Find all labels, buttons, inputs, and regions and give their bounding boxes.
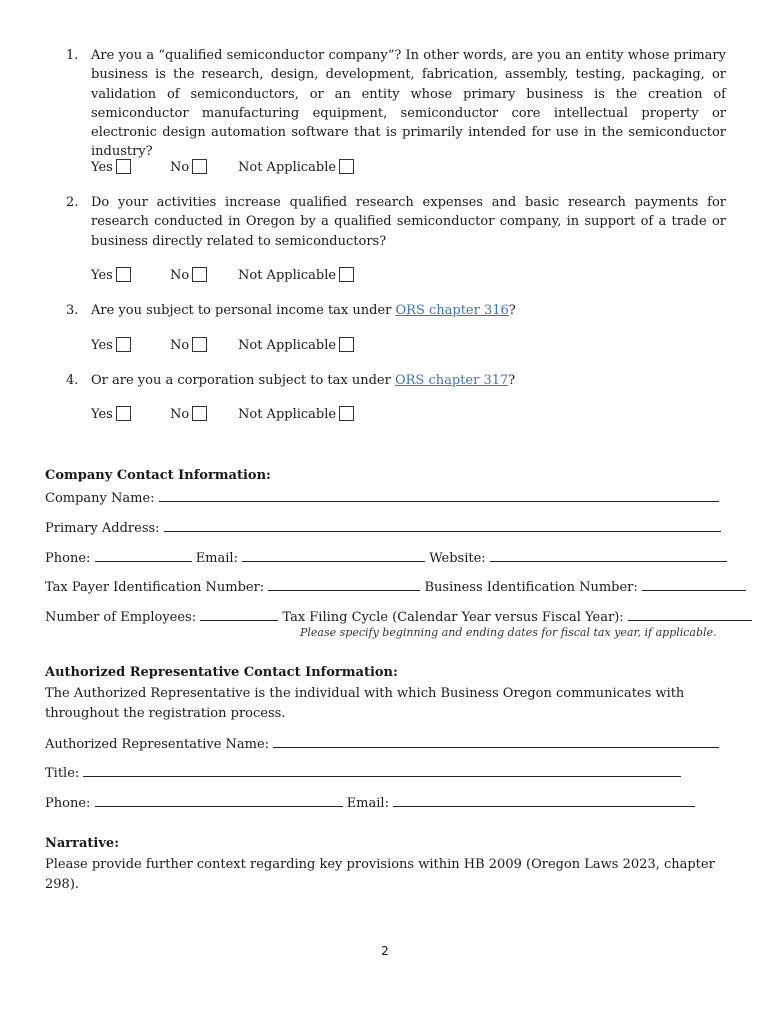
tax-ids-row xyxy=(45,577,746,597)
question-punct: ? xyxy=(508,373,516,388)
website-label: Website: xyxy=(429,551,486,566)
question-text: Or are you a corporation subject to tax under xyxy=(91,373,395,388)
employees-filing-row xyxy=(45,607,752,627)
rep-phone-email-row xyxy=(45,793,695,813)
question-number: 2. xyxy=(66,195,79,210)
question-text: Are you subject to personal income tax under xyxy=(91,303,396,318)
phone-email-website-row xyxy=(45,548,727,568)
narrative-text: Please provide further context regarding key provisions within HB 2009 (Oregon Laws 2023, chapter 298). xyxy=(45,857,715,892)
yes-label: Yes xyxy=(91,338,113,353)
q4-no-checkbox[interactable] xyxy=(192,406,207,421)
question-3 xyxy=(66,301,726,320)
company-email-field[interactable] xyxy=(242,548,425,562)
question-number: 3. xyxy=(66,303,79,318)
no-label: No xyxy=(170,268,190,283)
na-label: Not Applicable xyxy=(238,338,337,353)
question-number: 1. xyxy=(66,48,79,63)
tin-field[interactable] xyxy=(268,577,420,591)
rep-description: The Authorized Representative is the individual with which Business Oregon communicates with throughout the registration process. xyxy=(45,686,685,721)
q2-na-checkbox[interactable] xyxy=(339,267,354,282)
page-number: 2 xyxy=(381,944,389,958)
q3-yes-checkbox[interactable] xyxy=(116,337,131,352)
no-label: No xyxy=(170,338,190,353)
q1-na-checkbox[interactable] xyxy=(339,159,354,174)
no-label: No xyxy=(170,407,190,422)
fiscal-note: Please specify beginning and ending dates for fiscal tax year, if applicable. xyxy=(300,626,717,639)
rep-contact-heading: Authorized Representative Contact Information: xyxy=(45,665,398,680)
primary-address-field[interactable] xyxy=(164,518,721,532)
rep-title-row xyxy=(45,763,681,783)
q2-no-checkbox[interactable] xyxy=(192,267,207,282)
q3-na-checkbox[interactable] xyxy=(339,337,354,352)
rep-email-field[interactable] xyxy=(393,793,695,807)
company-name-field[interactable] xyxy=(159,488,719,502)
q3-no-checkbox[interactable] xyxy=(192,337,207,352)
filing-cycle-label: Tax Filing Cycle (Calendar Year versus Fiscal Year): xyxy=(282,610,624,625)
rep-name-field[interactable] xyxy=(273,734,719,748)
company-name-row xyxy=(45,488,719,508)
na-label: Not Applicable xyxy=(238,268,337,283)
yes-label: Yes xyxy=(91,268,113,283)
yes-label: Yes xyxy=(91,407,113,422)
rep-phone-label: Phone: xyxy=(45,796,91,811)
company-phone-field[interactable] xyxy=(95,548,192,562)
rep-name-row xyxy=(45,734,719,754)
q4-na-checkbox[interactable] xyxy=(339,406,354,421)
rep-name-label: Authorized Representative Name: xyxy=(45,737,270,752)
ors-317-link[interactable]: ORS chapter 317 xyxy=(394,373,509,388)
email-label: Email: xyxy=(195,551,238,566)
q4-yes-checkbox[interactable] xyxy=(116,406,131,421)
phone-label: Phone: xyxy=(45,551,91,566)
question-4 xyxy=(66,371,726,390)
q2-yes-checkbox[interactable] xyxy=(116,267,131,282)
rep-title-label: Title: xyxy=(45,766,80,781)
question-2 xyxy=(66,193,726,251)
no-label: No xyxy=(170,160,190,175)
na-label: Not Applicable xyxy=(238,160,337,175)
bin-label: Business Identification Number: xyxy=(424,580,638,595)
company-website-field[interactable] xyxy=(490,548,727,562)
question-text: Are you a “qualified semiconductor company”? In other words, are you an entity whose primary business is the research, design, development, fabrication, assembly, testing, packaging, or validation of semiconductors, or an entity whose primary business is the creation of semiconductor manufacturing equipment, semiconductor core intellectual property or electronic design automation software that is primarily intended for use in the semiconductor industry? xyxy=(91,48,726,160)
rep-email-label: Email: xyxy=(346,796,389,811)
employees-field[interactable] xyxy=(200,607,278,621)
primary-address-label: Primary Address: xyxy=(45,521,160,536)
na-label: Not Applicable xyxy=(238,407,337,422)
employees-label: Number of Employees: xyxy=(45,610,197,625)
company-name-label: Company Name: xyxy=(45,491,155,506)
question-number: 4. xyxy=(66,373,79,388)
question-punct: ? xyxy=(508,303,516,318)
company-contact-heading: Company Contact Information: xyxy=(45,468,271,483)
question-text: Do your activities increase qualified research expenses and basic research payments for research conducted in Oregon by a qualified semiconductor company, in support of a trade or business directly related to semiconductors? xyxy=(91,195,726,249)
q1-yes-checkbox[interactable] xyxy=(116,159,131,174)
narrative-heading: Narrative: xyxy=(45,836,119,851)
yes-label: Yes xyxy=(91,160,113,175)
filing-cycle-field[interactable] xyxy=(628,607,752,621)
tin-label: Tax Payer Identification Number: xyxy=(45,580,265,595)
ors-316-link[interactable]: ORS chapter 316 xyxy=(395,303,509,318)
rep-title-field[interactable] xyxy=(83,763,681,777)
rep-phone-field[interactable] xyxy=(95,793,343,807)
primary-address-row xyxy=(45,518,721,538)
bin-field[interactable] xyxy=(642,577,746,591)
question-1 xyxy=(66,46,726,162)
q1-no-checkbox[interactable] xyxy=(192,159,207,174)
